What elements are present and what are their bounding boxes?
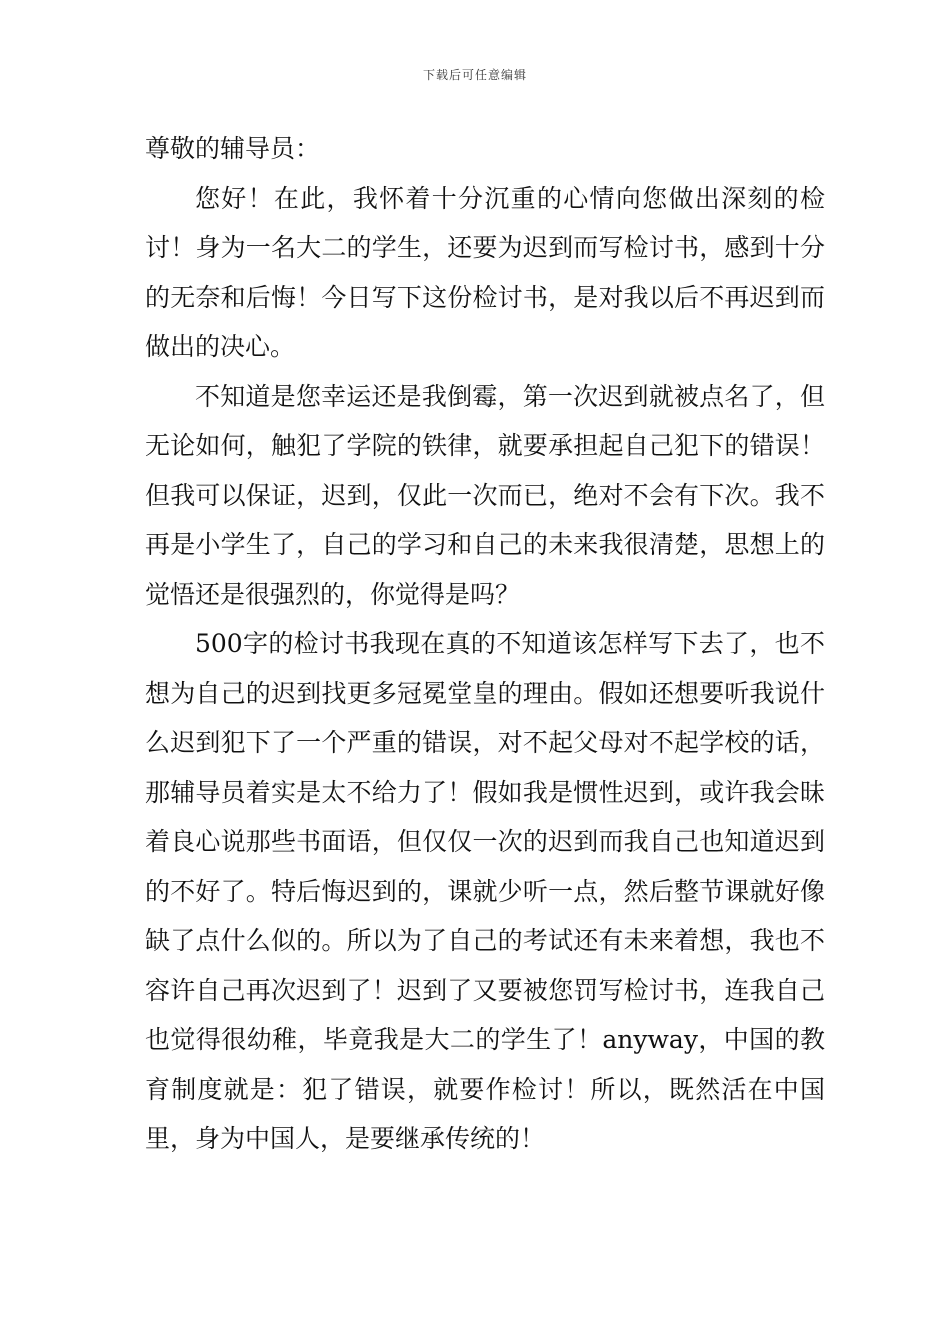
page-header-note: 下载后可任意编辑 [422, 68, 527, 82]
letter-paragraph-1: 您好！在此，我怀着十分沉重的心情向您做出深刻的检讨！身为一名大二的学生，还要为迟到而写检讨书，感到十分的无奈和后悔！今日写下这份检讨书，是对我以后不再迟到而做出的决心。 [145, 183, 825, 361]
letter-salutation: 尊敬的辅导员： [145, 134, 321, 163]
letter-body [145, 124, 825, 1164]
letter-paragraph-2: 不知道是您幸运还是我倒霉，第一次迟到就被点名了，但无论如何，触犯了学院的铁律，就要承担起自己犯下的错误！但我可以保证，迟到，仅此一次而已，绝对不会有下次。我不再是小学生了，自己的学习和自己的未来我很清楚，思想上的觉悟还是很强烈的，你觉得是吗？ [145, 381, 825, 609]
letter-paragraph-3: 500字的检讨书我现在真的不知道该怎样写下去了，也不想为自己的迟到找更多冠冕堂皇的理由。假如还想要听我说什么迟到犯下了一个严重的错误，对不起父母对不起学校的话，那辅导员着实是太不给力了！假如我是惯性迟到，或许我会昧着良心说那些书面语，但仅仅一次的迟到而我自己也知道迟到的不好了。特后悔迟到的，课就少听一点，然后整节课就好像缺了点什么似的。所以为了自己的考试还有未来着想，我也不容许自己再次迟到了！迟到了又要被您罚写检讨书，连我自己也觉得很幼稚，毕竟我是大二的学生了！anyway，中国的教育制度就是：犯了错误，就要作检讨！所以，既然活在中国里，身为中国人，是要继承传统的！ [145, 629, 825, 1153]
